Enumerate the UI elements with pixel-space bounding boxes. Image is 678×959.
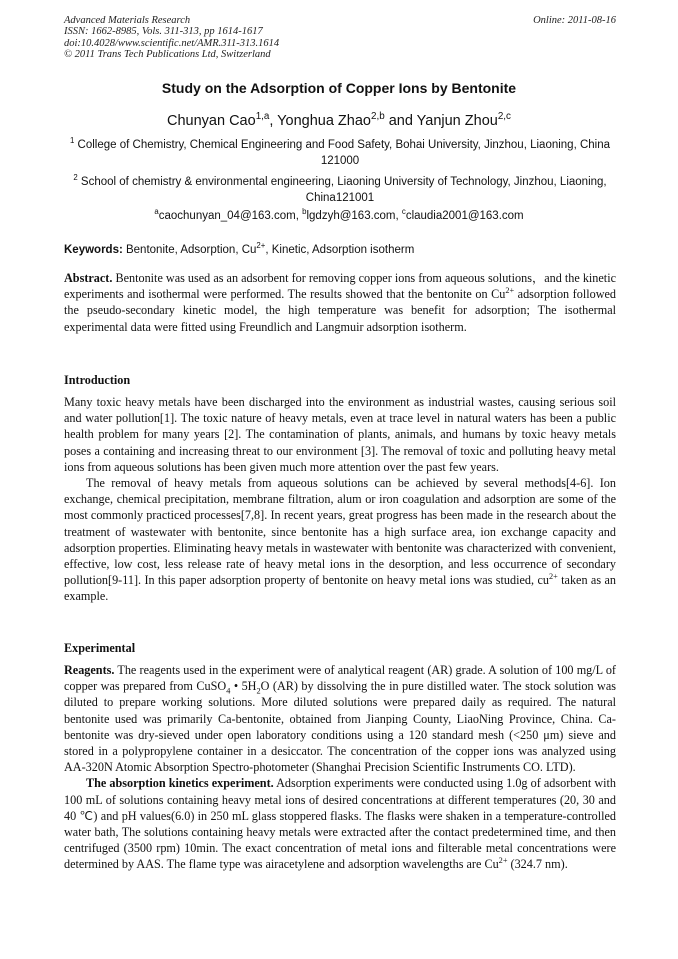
paragraph — [64, 775, 616, 872]
paragraph — [64, 662, 616, 775]
paragraph-text: Adsorption experiments were conducted using 1.0g of adsorbent with 100 mL of solutions containing heavy metal ions of desired concentrations at different temperatures (20, 30 and 40 ℃) and pH values(6.0) in 250 mL glass stoppered flasks. The flasks were shaken in a temperature-controlled water bath, The solutions containing heavy metals were extracted after the contact predetermined time, and then centrifuged (3500 rpm) 10min. The exact concentration of metal ions and filterable metal concentrations were determined by AAS. The flame type was airacetylene and adsorption wavelengths are Cu — [64, 776, 616, 872]
doi-line: doi:10.4028/www.scientific.net/AMR.311-313.1614 — [64, 37, 280, 49]
copyright-line: © 2011 Trans Tech Publications Ltd, Switzerland — [64, 49, 271, 61]
author-affiliation-mark: 1,a — [255, 111, 270, 123]
section-heading-introduction: Introduction — [64, 373, 131, 387]
paragraph-text: O (AR) by dissolving the in pure distilled water. The stock solution was diluted to prepare working solutions. More diluted solutions were prepared daily as required. The natural bentonite used was primarily Ca-bentonite, obtained from Jianping County, LiaoNing Province, China. Ca-bentonite was dry-sieved under open laboratory conditions using a 120 standard mesh (<250 μm) sieve and stored in a polypropylene container in a desiccator. The concentration of the copper ions was analyzed using AA-320N Atomic Absorption Spectro-photometer (Shanghai Precision Scientific Instruments CO. LTD). — [64, 679, 616, 775]
affiliation-text: College of Chemistry, Chemical Engineering and Food Safety, Bohai University, Jinzhou, Liaoning, China 121000 — [74, 139, 611, 167]
paragraph-text: (324.7 nm). — [507, 857, 568, 872]
run-in-heading-kinetics: The absorption kinetics experiment. — [86, 776, 274, 791]
experimental-body — [64, 662, 616, 873]
author-name: Chunyan Cao — [167, 113, 256, 129]
affiliation-number: 1 — [69, 136, 75, 146]
keywords-text: , Kinetic, Adsorption isotherm — [265, 244, 415, 256]
section-heading-experimental: Experimental — [64, 641, 136, 655]
keywords-label: Keywords: — [64, 244, 123, 256]
email-mark: b — [302, 207, 307, 217]
paragraph-superscript: 2+ — [548, 572, 558, 582]
online-date: Online: 2011-08-16 — [533, 15, 616, 26]
subscript: 2 — [256, 686, 261, 696]
email-address: caochunyan_04@163.com, — [158, 210, 303, 222]
keywords-superscript: 2+ — [256, 241, 266, 251]
author-separator: , — [269, 113, 278, 129]
paper-title: Study on the Adsorption of Copper Ions by Bentonite — [161, 80, 517, 96]
author-name: Yanjun Zhou — [416, 113, 498, 129]
affiliation-2 — [60, 175, 620, 206]
paragraph-text: • 5H — [230, 679, 257, 694]
author-affiliation-mark: 2,b — [370, 111, 385, 123]
journal-name: Advanced Materials Research — [64, 15, 191, 26]
author-emails — [0, 207, 678, 222]
abstract-text: Bentonite was used as an adsorbent for removing copper ions from aqueous solutions，and the kinetic experiments and isothermal were performed. The results showed that the bentonite on Cu — [64, 271, 616, 302]
paragraph — [64, 475, 616, 605]
paragraph-superscript: 2+ — [498, 856, 508, 866]
author-list — [0, 113, 678, 129]
paragraph-text: The removal of heavy metals from aqueous solutions can be achieved by several methods[4-6]. Ion exchange, chemical precipitation, membrane filtration, alum or iron coagulation and adsorption are some of the most commonly practiced processes[7,8]. In recent years, great progress has been made in the research about the treatment of wastewater with bentonite, since bentonite has a high surface area, ion exchange capacity and adsorption properties. Eliminating heavy metals in wastewater with bentonite was characterized with convenient, effective, low cost, less release rate of heavy metal ions in the desorption, and less occurrence of secondary pollution[9-11]. In this paper adsorption property of bentonite on heavy metal ions was studied, cu — [64, 476, 616, 588]
affiliation-number: 2 — [73, 173, 78, 183]
abstract — [64, 270, 616, 335]
abstract-text: adsorption followed the pseudo-secondary kinetic model, the high temperature was benefit for adsorption; The isothermal experimental data were fitted using Freundlich and Langmuir adsorption isotherm. — [64, 287, 617, 334]
author-name: Yonghua Zhao — [277, 113, 371, 129]
journal-header — [64, 15, 616, 61]
abstract-superscript: 2+ — [505, 286, 515, 296]
affiliation-1 — [60, 138, 620, 169]
author-affiliation-mark: 2,c — [497, 111, 511, 123]
abstract-label: Abstract. — [64, 271, 113, 285]
keywords-text: Bentonite, Adsorption, Cu — [122, 244, 257, 256]
affiliation-text: School of chemistry & environmental engineering, Liaoning University of Technology, Jinzhou, Liaoning, China121001 — [77, 176, 607, 204]
paragraph-text: taken as an example. — [64, 573, 616, 604]
email-address: lgdzyh@163.com, — [306, 210, 402, 222]
paragraph: Many toxic heavy metals have been discharged into the environment as industrial wastes, causing serious soil and water pollution[1]. The toxic nature of heavy metals, even at trace level in natural waters has been a public health problem for many years [2]. The contamination of plants, animals, and humans by toxic heavy metals poses a containing and increasing threat to our environment [3]. The removal of toxic and polluting heavy metal ions from aqueous solutions has been given much more attention over the past few years. — [64, 395, 616, 474]
email-address: claudia2001@163.com — [405, 210, 524, 222]
issn-line: ISSN: 1662-8985, Vols. 311-313, pp 1614-1617 — [64, 26, 263, 38]
paragraph-text: The reagents used in the experiment were of analytical reagent (AR) grade. A solution of 100 mg/L of copper was prepared from CuSO — [64, 663, 616, 694]
email-mark: a — [154, 207, 159, 217]
introduction-body — [64, 394, 616, 605]
keywords — [64, 241, 616, 256]
subscript: 4 — [226, 686, 231, 696]
run-in-heading-reagents: Reagents. — [64, 663, 115, 677]
author-separator: and — [384, 113, 417, 129]
email-mark: c — [401, 207, 406, 217]
